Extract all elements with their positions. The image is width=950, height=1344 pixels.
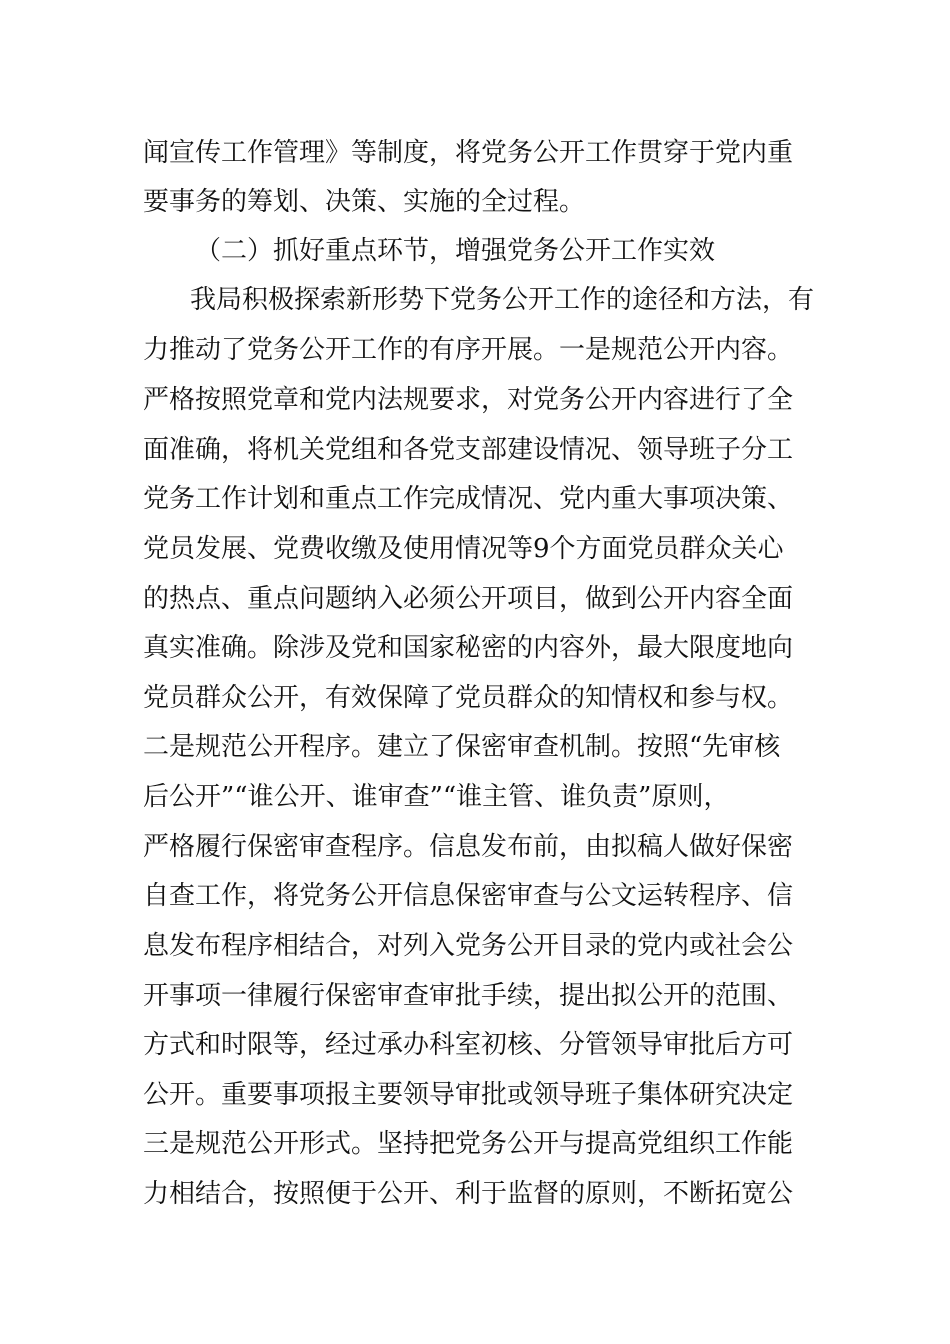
- text-line: 真实准确。除涉及党和国家秘密的内容外，最大限度地向: [143, 633, 794, 663]
- text-line: 二是规范公开程序。建立了保密审查机制。按照“先审核: [143, 732, 781, 762]
- text-line: 自查工作，将党务公开信息保密审查与公文运转程序、信: [143, 881, 794, 911]
- text-line: 的热点、重点问题纳入必须公开项目，做到公开内容全面: [143, 584, 794, 614]
- text-line: 要事务的筹划、决策、实施的全过程。: [143, 187, 586, 217]
- section-heading: （二）抓好重点环节，增强党务公开工作实效: [195, 236, 716, 266]
- text-line: 息发布程序相结合，对列入党务公开目录的党内或社会公: [143, 931, 794, 961]
- text-line: 力相结合，按照便于公开、利于监督的原则，不断拓宽公: [143, 1179, 794, 1209]
- text-line: 闻宣传工作管理》等制度，将党务公开工作贯穿于党内重: [143, 138, 794, 168]
- text-line: 三是规范公开形式。坚持把党务公开与提高党组织工作能: [143, 1129, 794, 1159]
- text-line: 后公开”“谁公开、谁审查”“谁主管、谁负责”原则，: [143, 782, 730, 812]
- text-line: 严格按照党章和党内法规要求，对党务公开内容进行了全: [143, 385, 794, 415]
- text-line: 党务工作计划和重点工作完成情况、党内重大事项决策、: [143, 484, 794, 514]
- text-line: 我局积极探索新形势下党务公开工作的途径和方法，有: [190, 285, 815, 315]
- text-line: 开事项一律履行保密审查审批手续，提出拟公开的范围、: [143, 981, 794, 1011]
- text-line: 方式和时限等，经过承办科室初核、分管领导审批后方可: [143, 1030, 794, 1060]
- text-line: 力推动了党务公开工作的有序开展。一是规范公开内容。: [143, 335, 794, 365]
- text-line: 面准确，将机关党组和各党支部建设情况、领导班子分工: [143, 435, 794, 465]
- text-line: 严格履行保密审查程序。信息发布前，由拟稿人做好保密: [143, 832, 794, 862]
- text-line: 公开。重要事项报主要领导审批或领导班子集体研究决定: [143, 1080, 794, 1110]
- text-line: 党员群众公开，有效保障了党员群众的知情权和参与权。: [143, 683, 794, 713]
- text-line: 党员发展、党费收缴及使用情况等9个方面党员群众关心: [143, 534, 784, 564]
